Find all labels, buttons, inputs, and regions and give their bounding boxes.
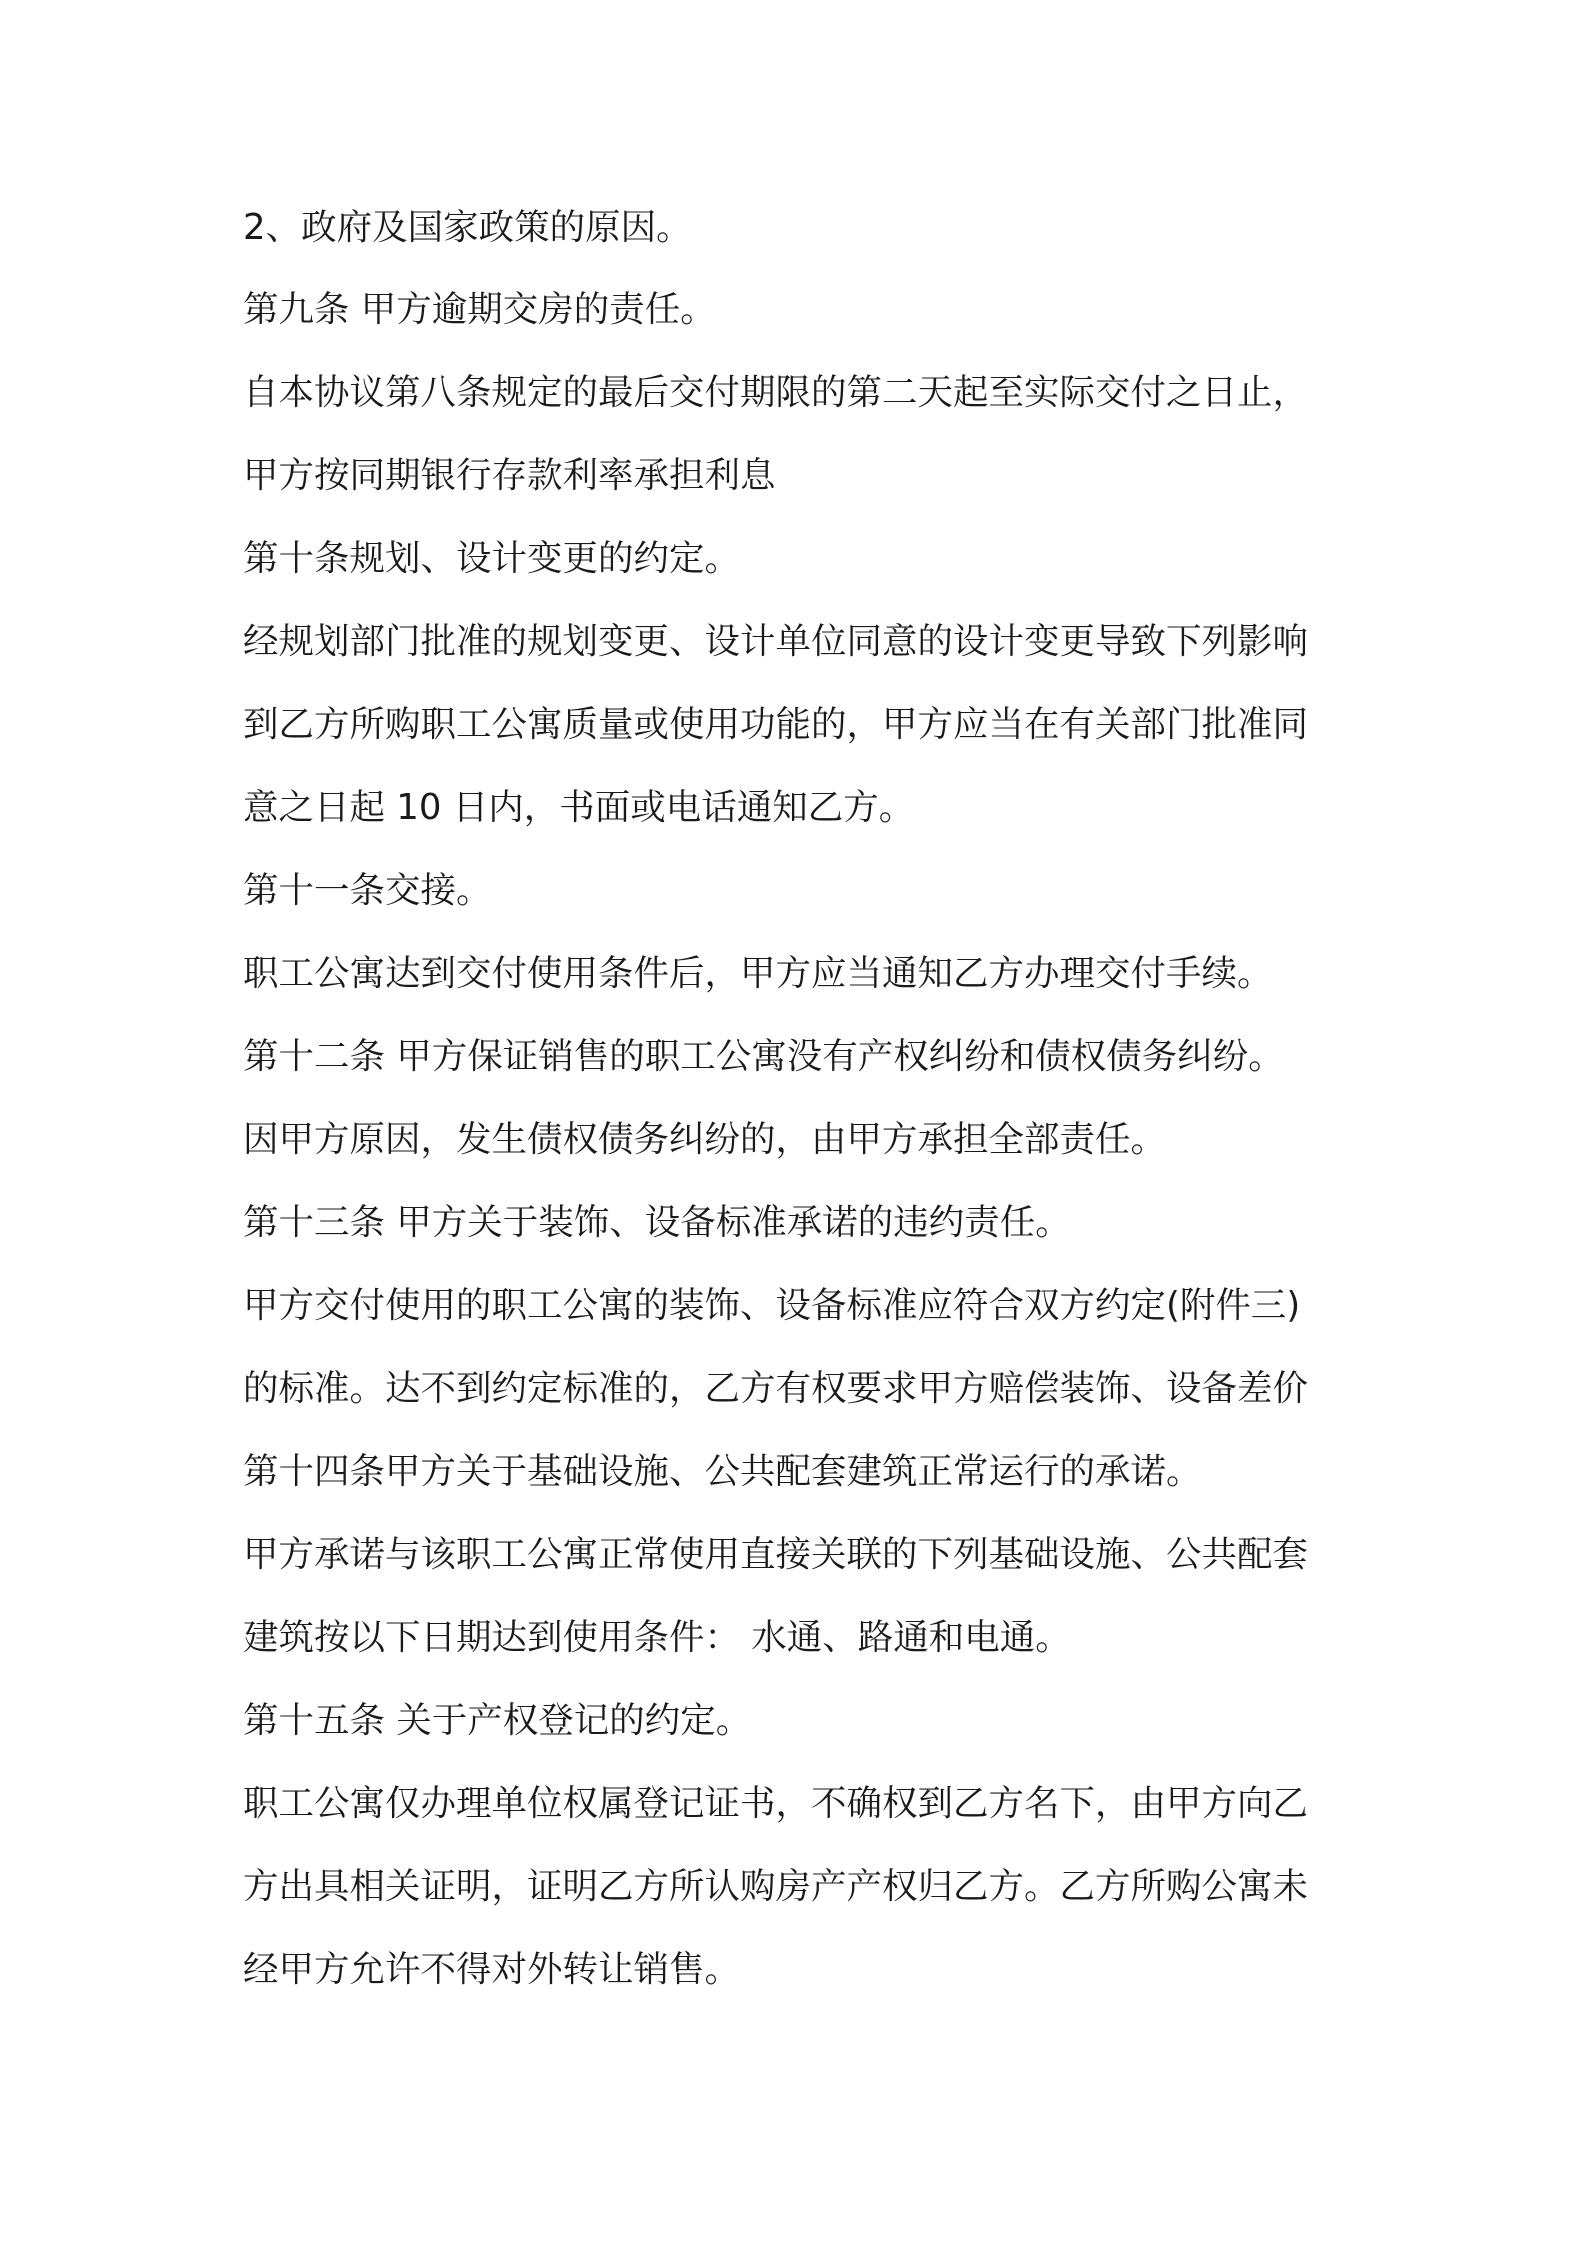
clause-heading: 第十二条 甲方保证销售的职工公寓没有产权纠纷和债权债务纠纷。 (243, 1036, 1284, 1077)
text-line: 职工公寓仅办理单位权属登记证书，不确权到乙方名下，由甲方向乙 (243, 1783, 1309, 1824)
text-line: 甲方按同期银行存款利率承担利息 (243, 455, 776, 496)
clause-heading: 第九条 甲方逾期交房的责任。 (243, 289, 716, 330)
clause-heading: 第十一条交接。 (243, 870, 492, 911)
text-line: 甲方承诺与该职工公寓正常使用直接关联的下列基础设施、公共配套 (243, 1534, 1309, 1575)
text-line: 的标准。达不到约定标准的，乙方有权要求甲方赔偿装饰、设备差价 (243, 1368, 1309, 1409)
clause-heading: 第十四条甲方关于基础设施、公共配套建筑正常运行的承诺。 (243, 1451, 1202, 1492)
text-line: 经甲方允许不得对外转让销售。 (243, 1949, 741, 1990)
text-line: 职工公寓达到交付使用条件后，甲方应当通知乙方办理交付手续。 (243, 953, 1273, 994)
text-line: 2、政府及国家政策的原因。 (243, 207, 692, 248)
clause-heading: 第十条规划、设计变更的约定。 (243, 538, 741, 579)
text-line: 甲方交付使用的职工公寓的装饰、设备标准应符合双方约定(附件三) (243, 1285, 1301, 1326)
text-line: 意之日起 10 日内，书面或电话通知乙方。 (243, 787, 915, 828)
text-line: 到乙方所购职工公寓质量或使用功能的，甲方应当在有关部门批准同 (243, 704, 1309, 745)
text-line: 建筑按以下日期达到使用条件： 水通、路通和电通。 (243, 1617, 1071, 1658)
clause-heading: 第十五条 关于产权登记的约定。 (243, 1700, 752, 1741)
text-line: 因甲方原因，发生债权债务纠纷的，由甲方承担全部责任。 (243, 1119, 1167, 1160)
text-line: 经规划部门批准的规划变更、设计单位同意的设计变更导致下列影响 (243, 621, 1309, 662)
clause-heading: 第十三条 甲方关于装饰、设备标准承诺的违约责任。 (243, 1202, 1071, 1243)
text-line: 方出具相关证明，证明乙方所认购房产产权归乙方。乙方所购公寓未 (243, 1866, 1309, 1907)
text-line: 自本协议第八条规定的最后交付期限的第二天起至实际交付之日止， (243, 372, 1309, 413)
